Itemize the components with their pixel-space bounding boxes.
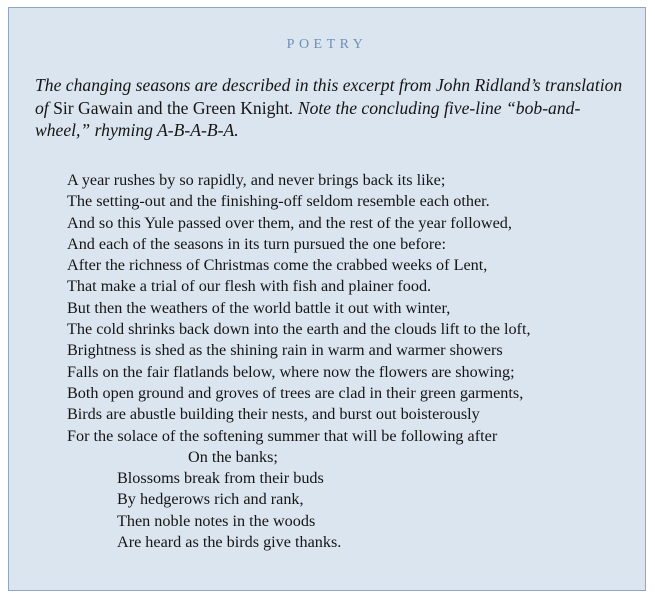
- poem-line: That make a trial of our flesh with fish and plainer food.: [67, 277, 432, 296]
- poetry-panel: [8, 7, 646, 591]
- poem-wheel-line: Then noble notes in the woods: [117, 511, 316, 530]
- poem-bob-line: On the banks;: [188, 447, 278, 466]
- poem-excerpt: [67, 170, 637, 553]
- poem-line: Birds are abustle building their nests, and burst out boisterously: [67, 405, 480, 424]
- poem-line: Falls on the fair flatlands below, where now the flowers are showing;: [67, 362, 515, 381]
- intro-book-title: Sir Gawain and the Green Knight: [53, 97, 290, 118]
- poem-line: Both open ground and groves of trees are clad in their green garments,: [67, 383, 524, 402]
- poem-line: But then the weathers of the world battle it out with winter,: [67, 298, 451, 317]
- intro-paragraph: [35, 74, 625, 142]
- section-heading: POETRY: [286, 37, 368, 52]
- poem-wheel-line: Are heard as the birds give thanks.: [117, 533, 342, 552]
- poem-line: And each of the seasons in its turn pursued the one before:: [67, 234, 446, 253]
- intro-text-part1: The changing seasons are described in this excerpt from John Ridland’s translation of: [35, 75, 623, 118]
- poem-line: After the richness of Christmas come the crabbed weeks of Lent,: [67, 256, 488, 275]
- poem-line: And so this Yule passed over them, and the rest of the year followed,: [67, 213, 512, 232]
- poem-wheel-line: Blossoms break from their buds: [117, 469, 324, 488]
- poem-wheel-line: By hedgerows rich and rank,: [117, 490, 304, 509]
- poem-line: Brightness is shed as the shining rain in warm and warmer showers: [67, 341, 503, 360]
- poem-line: For the solace of the softening summer that will be following after: [67, 426, 498, 445]
- poem-line: A year rushes by so rapidly, and never brings back its like;: [67, 171, 446, 189]
- poem-line: The setting-out and the finishing-off seldom resemble each other.: [67, 192, 490, 211]
- poem-line: The cold shrinks back down into the earth and the clouds lift to the loft,: [67, 320, 531, 339]
- intro-text-part2: . Note the concluding five-line “bob-and-wheel,” rhyming A-B-A-B-A.: [35, 97, 581, 140]
